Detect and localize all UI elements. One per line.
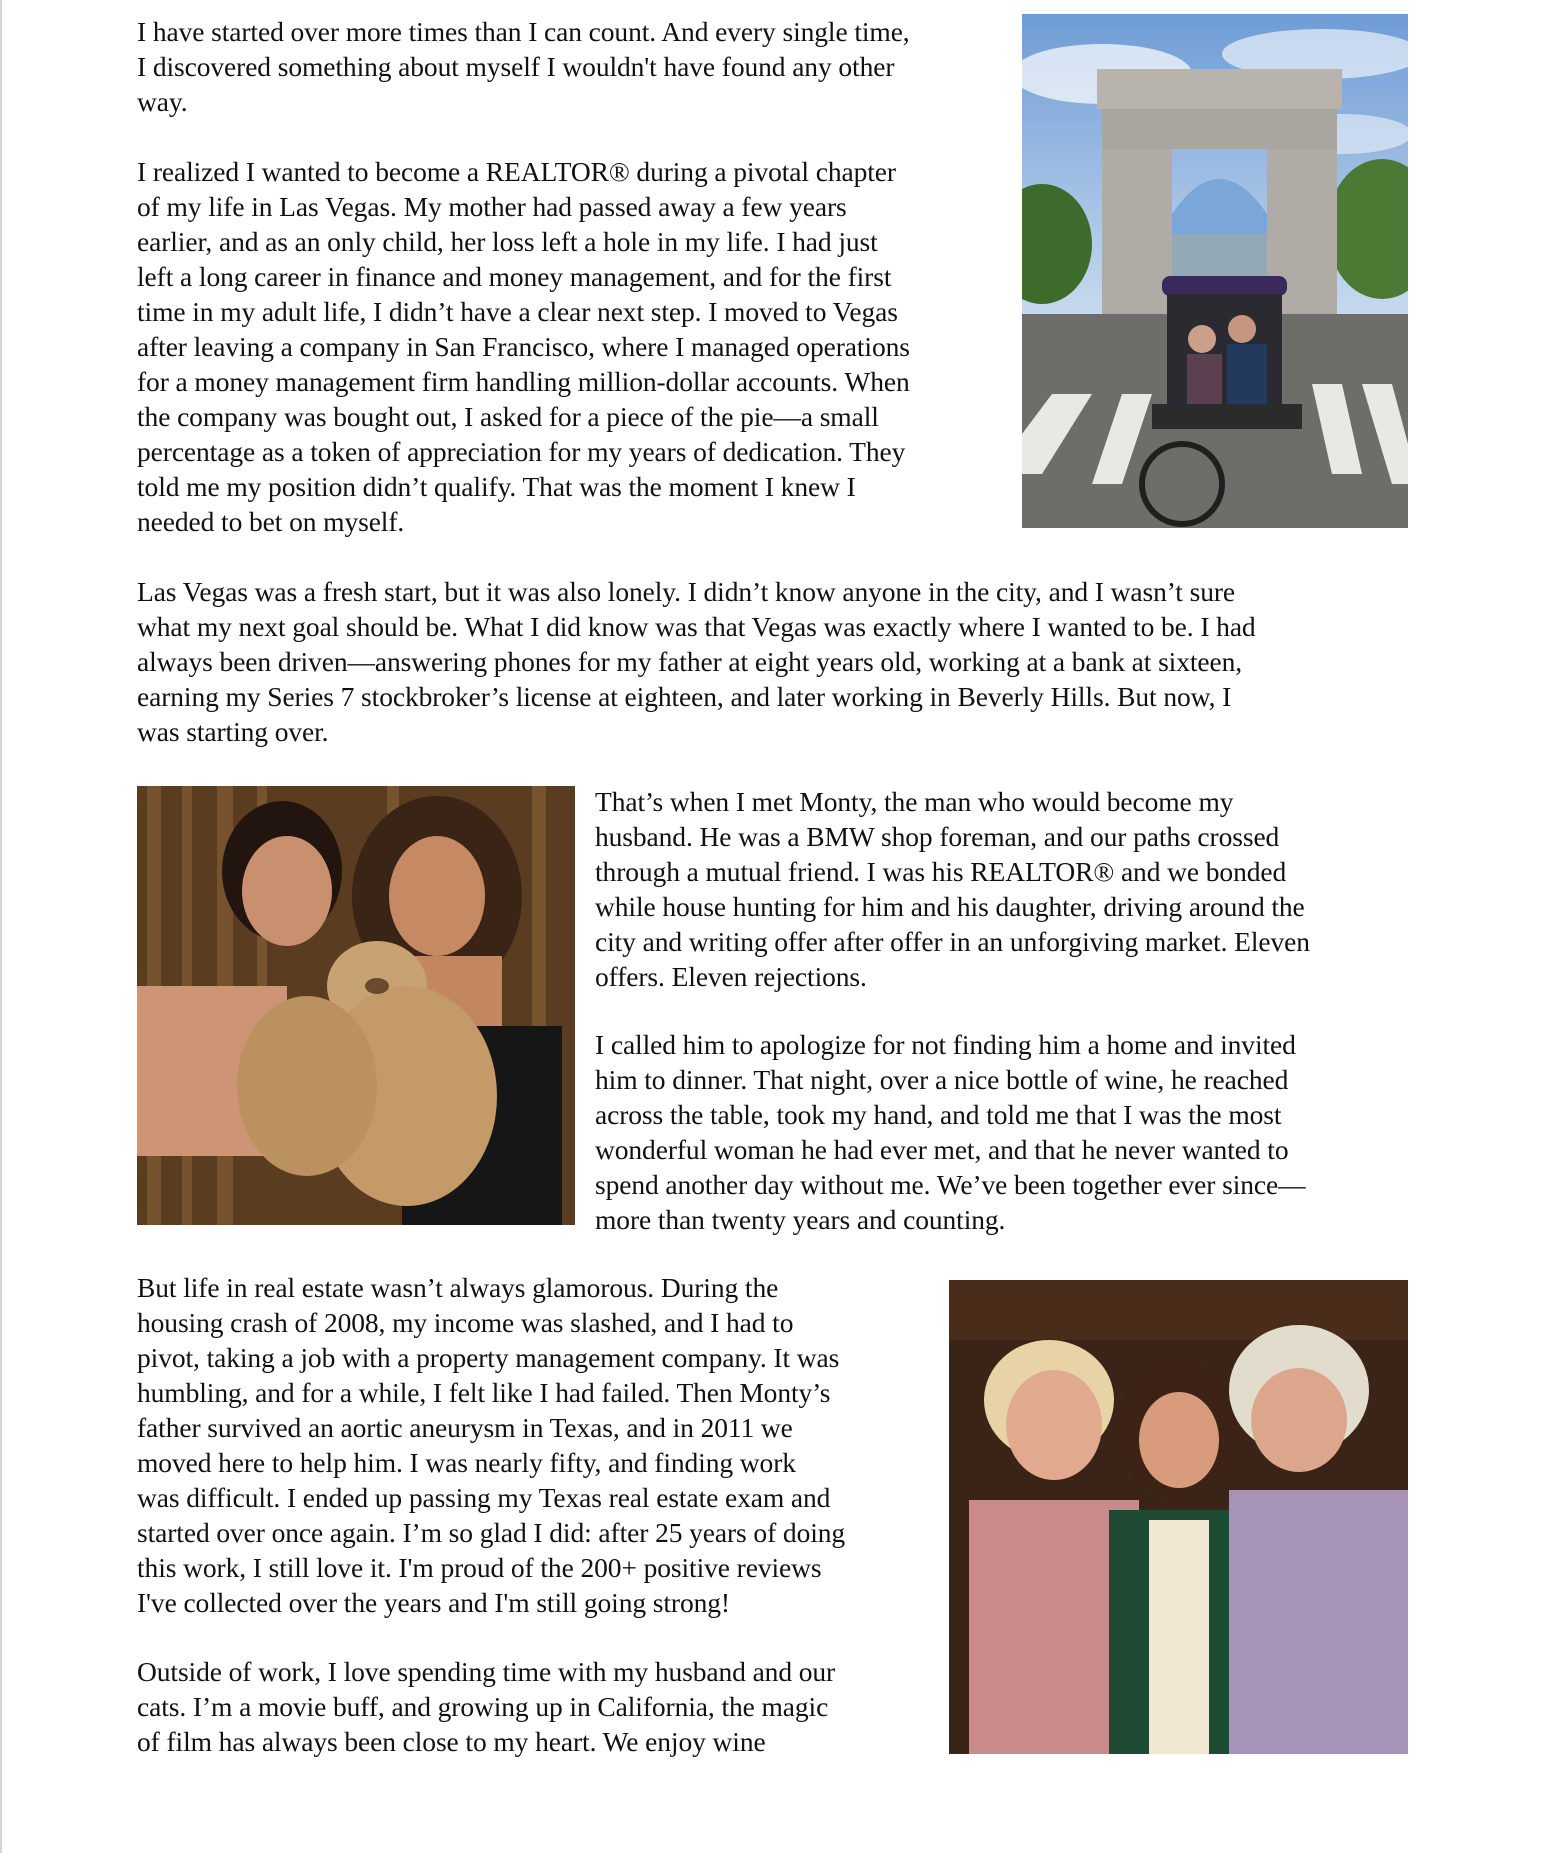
text-line: city and writing offer after offer in an unforgiving market. Eleven: [595, 926, 1310, 957]
text-line: time in my adult life, I didn’t have a clear next step. I moved to Vegas: [137, 296, 898, 327]
text-line: earning my Series 7 stockbroker’s license at eighteen, and later working in Beverly Hills. But now, I: [137, 681, 1232, 712]
text-line: offers. Eleven rejections.: [595, 961, 867, 992]
photo-arch: [1022, 14, 1408, 528]
text-line: for a money management firm handling million-dollar accounts. When: [137, 366, 910, 397]
paragraph-vegas: [137, 574, 1256, 749]
photo-family: [949, 1280, 1408, 1754]
text-line: him to dinner. That night, over a nice bottle of wine, he reached: [595, 1064, 1289, 1095]
paragraph-intro: [137, 14, 910, 119]
text-line: of my life in Las Vegas. My mother had passed away a few years: [137, 191, 847, 222]
text-line: across the table, took my hand, and told me that I was the most: [595, 1099, 1282, 1130]
text-line: told me my position didn’t qualify. That was the moment I knew I: [137, 471, 856, 502]
text-line: after leaving a company in San Francisco, where I managed operations: [137, 331, 910, 362]
paragraph-crash: [137, 1270, 845, 1620]
text-line: housing crash of 2008, my income was slashed, and I had to: [137, 1307, 794, 1338]
text-line: Outside of work, I love spending time with my husband and our: [137, 1656, 836, 1687]
text-line: of film has always been close to my heart. We enjoy wine: [137, 1726, 766, 1757]
text-line: was starting over.: [137, 716, 329, 747]
text-line: I've collected over the years and I'm still going strong!: [137, 1587, 730, 1618]
text-line: Las Vegas was a fresh start, but it was also lonely. I didn’t know anyone in the city, and I wasn’t sure: [137, 576, 1236, 607]
paragraph-realtor: [137, 154, 910, 539]
text-line: earlier, and as an only child, her loss left a hole in my life. I had just: [137, 226, 878, 257]
text-line: was difficult. I ended up passing my Texas real estate exam and: [137, 1482, 831, 1513]
text-line: moved here to help him. I was nearly fifty, and finding work: [137, 1447, 796, 1478]
text-line: more than twenty years and counting.: [595, 1204, 1006, 1235]
text-line: I called him to apologize for not finding him a home and invited: [595, 1029, 1296, 1060]
text-line: husband. He was a BMW shop foreman, and our paths crossed: [595, 821, 1280, 852]
text-line: cats. I’m a movie buff, and growing up in California, the magic: [137, 1691, 829, 1722]
text-line: I realized I wanted to become a REALTOR® during a pivotal chapter: [137, 156, 896, 187]
paragraph-outside: [137, 1654, 835, 1759]
text-line: left a long career in finance and money management, and for the first: [137, 261, 892, 292]
photo-lion-cubs: [137, 786, 575, 1225]
text-line: But life in real estate wasn’t always glamorous. During the: [137, 1272, 779, 1303]
text-line: That’s when I met Monty, the man who would become my: [595, 786, 1234, 817]
text-line: the company was bought out, I asked for a piece of the pie—a small: [137, 401, 879, 432]
text-line: I have started over more times than I can count. And every single time,: [137, 16, 910, 47]
text-line: wonderful woman he had ever met, and that he never wanted to: [595, 1134, 1289, 1165]
page-edge: [0, 0, 2, 1853]
text-line: I discovered something about myself I wouldn't have found any other: [137, 51, 895, 82]
text-line: spend another day without me. We’ve been together ever since—: [595, 1169, 1306, 1200]
text-line: this work, I still love it. I'm proud of the 200+ positive reviews: [137, 1552, 822, 1583]
text-line: started over once again. I’m so glad I did: after 25 years of doing: [137, 1517, 846, 1548]
paragraph-monty: [595, 784, 1310, 994]
text-line: pivot, taking a job with a property management company. It was: [137, 1342, 840, 1373]
paragraph-dinner: [595, 1027, 1306, 1237]
text-line: through a mutual friend. I was his REALTOR® and we bonded: [595, 856, 1287, 887]
text-line: humbling, and for a while, I felt like I had failed. Then Monty’s: [137, 1377, 831, 1408]
text-line: percentage as a token of appreciation for my years of dedication. They: [137, 436, 906, 467]
text-line: always been driven—answering phones for my father at eight years old, working at a bank at sixteen,: [137, 646, 1243, 677]
text-line: while house hunting for him and his daughter, driving around the: [595, 891, 1305, 922]
text-line: way.: [137, 86, 188, 117]
text-line: father survived an aortic aneurysm in Texas, and in 2011 we: [137, 1412, 793, 1443]
text-line: what my next goal should be. What I did know was that Vegas was exactly where I wanted to be. I had: [137, 611, 1256, 642]
text-line: needed to bet on myself.: [137, 506, 405, 537]
